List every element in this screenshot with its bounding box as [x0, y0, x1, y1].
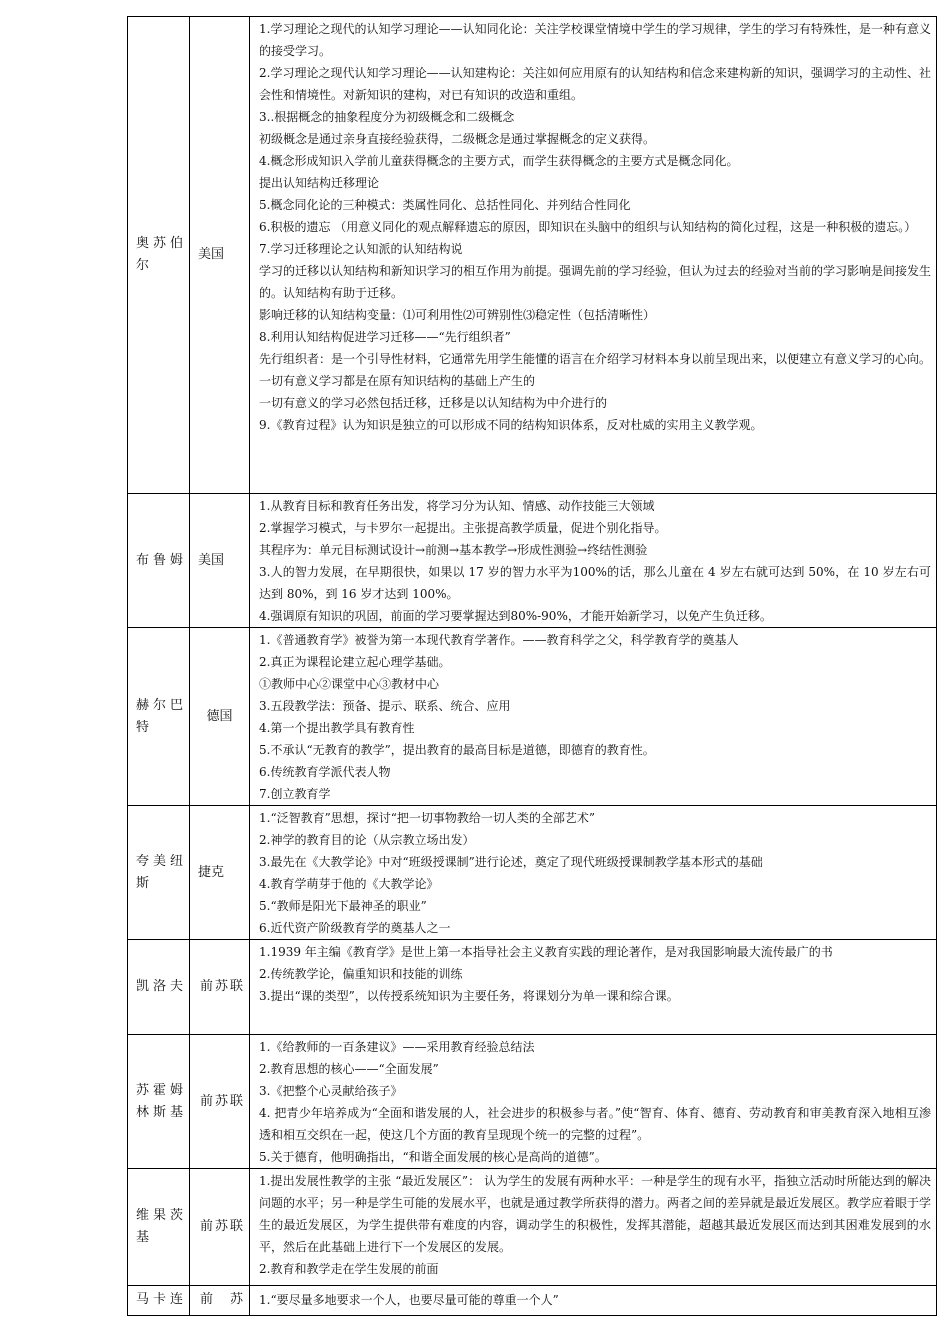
- note-line: 7.学习迁移理论之认知派的认知结构说: [259, 242, 463, 256]
- note-line: 9.《教育过程》认为知识是独立的可以形成不同的结构知识体系，反对杜威的实用主义教学观。: [259, 418, 763, 432]
- note-line: 2.传统教学论，偏重知识和技能的训练: [259, 967, 463, 981]
- note-line: 5.关于德育，他明确指出，“和谐全面发展的核心是高尚的道德”。: [259, 1150, 607, 1164]
- note-line: 2.掌握学习模式，与卡罗尔一起提出。主张提高教学质量，促进个别化指导。: [259, 521, 667, 535]
- educator-country: 美国: [190, 494, 250, 628]
- note-line: 1.1939 年主编《教育学》是世上第一本指导社会主义教育实践的理论著作，是对我国影响最大流传最广的书: [259, 945, 833, 959]
- note-line: 4.教育学萌芽于他的《大教学论》: [259, 877, 439, 891]
- note-line: 2.教育和教学走在学生发展的前面: [259, 1262, 439, 1276]
- note-line: 3.《把整个心灵献给孩子》: [259, 1084, 403, 1098]
- educator-country: 前苏联: [190, 940, 250, 1035]
- note-line: 7.创立教育学: [259, 787, 331, 801]
- note-line: 1.学习理论之现代的认知学习理论——认知同化论：关注学校课堂情境中学生的学习规律，学生的学习有特殊性，是一种有意义的接受学习。: [259, 22, 931, 58]
- note-line: 3.五段教学法：预备、提示、联系、统合、应用: [259, 699, 511, 713]
- educator-notes: [250, 494, 937, 628]
- note-line: 3.最先在《大教学论》中对“班级授课制”进行论述，奠定了现代班级授课制教学基本形式的基础: [259, 855, 763, 869]
- note-line: 1.《普通教育学》被誉为第一本现代教育学著作。——教育科学之父，科学教育学的奠基人: [259, 633, 739, 647]
- educator-name: 维果茨基: [128, 1169, 190, 1286]
- educator-notes: [250, 17, 937, 494]
- table-row: [128, 494, 937, 628]
- note-line: 1.“泛智教育”思想，探讨“把一切事物教给一切人类的全部艺术”: [259, 811, 595, 825]
- note-line: 4.强调原有知识的巩固，前面的学习要掌握达到80%-90%，才能开始新学习，以免产生负迁移。: [259, 609, 772, 623]
- educator-name: 凯洛夫: [128, 940, 190, 1035]
- educator-notes: [250, 1035, 937, 1169]
- educator-name: 夸美纽斯: [128, 806, 190, 940]
- educator-country: 德国: [190, 628, 250, 806]
- note-line: 4. 把青少年培养成为“全面和谐发展的人，社会进步的积极参与者。”使“智育、体育、德育、劳动教育和审美教育深入地相互渗透和相互交织在一起，使这几个方面的教育呈现现个统一的完整的过程”。: [259, 1106, 931, 1142]
- note-line: 一切有意义学习都是在原有知识结构的基础上产生的: [259, 374, 536, 388]
- note-line: 6.积极的遗忘 （用意义同化的观点解释遗忘的原因，即知识在头脑中的组织与认知结构的简化过程，这是一种积极的遗忘。）: [259, 220, 917, 234]
- table-row: [128, 1169, 937, 1286]
- note-line: 4.第一个提出教学具有教育性: [259, 721, 415, 735]
- note-line: 影响迁移的认知结构变量：⑴可利用性⑵可辨别性⑶稳定性（包括清晰性）: [259, 308, 656, 322]
- table-body: [128, 17, 937, 1316]
- note-line: 2.教育思想的核心——“全面发展”: [259, 1062, 439, 1076]
- educator-notes: [250, 806, 937, 940]
- educator-country: 前苏联: [190, 1169, 250, 1286]
- note-line: 5.不承认“无教育的教学”，提出教育的最高目标是道德，即德育的教育性。: [259, 743, 655, 757]
- note-line: 1.提出发展性教学的主张 “最近发展区”： 认为学生的发展有两种水平：一种是学生的现有水平，指独立活动时所能达到的解决问题的水平；另一种是学生可能的发展水平，也就是通过教学所获得的潜力。两者之间的差异就是最近发展区。教学应着眼于学生的最近发展区，为学生提供带有难度的内容，调动学生的积极性，发挥其潜能，超越其最近发展区而达到其困难发展到的水平，然后在此基础上进行下一个发展区的发展。: [259, 1174, 932, 1254]
- note-line: 6.传统教育学派代表人物: [259, 765, 391, 779]
- table-row: [128, 940, 937, 1035]
- note-line: 3..根据概念的抽象程度分为初级概念和二级概念: [259, 110, 515, 124]
- educator-country: 美国: [190, 17, 250, 494]
- educator-country: 捷克: [190, 806, 250, 940]
- note-line: ①教师中心②课堂中心③教材中心: [259, 677, 440, 691]
- note-line: 1.从教育目标和教育任务出发，将学习分为认知、情感、动作技能三大领域: [259, 499, 655, 513]
- educators-table: [127, 16, 937, 1316]
- note-line: 3.提出“课的类型”，以传授系统知识为主要任务，将课划分为单一课和综合课。: [259, 989, 679, 1003]
- educator-country: 前苏: [190, 1286, 250, 1316]
- educator-name: 马卡连: [128, 1286, 190, 1316]
- note-line: 6.近代资产阶级教育学的奠基人之一: [259, 921, 451, 935]
- note-line: 提出认知结构迁移理论: [259, 176, 380, 190]
- note-line: 1.“要尽量多地要求一个人，也要尽量可能的尊重一个人”: [259, 1293, 559, 1307]
- note-line: 8.利用认知结构促进学习迁移——“先行组织者”: [259, 330, 511, 344]
- educator-name: 赫尔巴特: [128, 628, 190, 806]
- note-line: 1.《给教师的一百条建议》——采用教育经验总结法: [259, 1040, 535, 1054]
- table-row: [128, 628, 937, 806]
- educator-name: 奥苏伯尔: [128, 17, 190, 494]
- table-row: [128, 806, 937, 940]
- note-line: 5.概念同化论的三种模式：类属性同化、总括性同化、并列结合性同化: [259, 198, 631, 212]
- note-line: 先行组织者：是一个引导性材料，它通常先用学生能懂的语言在介绍学习材料本身以前呈现出来，以便建立有意义学习的心向。: [259, 352, 932, 366]
- note-line: 2.真正为课程论建立起心理学基础。: [259, 655, 451, 669]
- table-row: [128, 1035, 937, 1169]
- note-line: 其程序为：单元目标测试设计→前测→基本教学→形成性测验→终结性测验: [259, 543, 648, 557]
- note-line: 学习的迁移以认知结构和新知识学习的相互作用为前提。强调先前的学习经验，但认为过去的经验对当前的学习影响是间接发生的。认知结构有助于迁移。: [259, 264, 932, 300]
- note-line: 一切有意义的学习必然包括迁移，迁移是以认知结构为中介进行的: [259, 396, 608, 410]
- educator-name: 苏霍姆林斯基: [128, 1035, 190, 1169]
- educator-notes: [250, 628, 937, 806]
- note-line: 3.人的智力发展，在早期很快，如果以 17 岁的智力水平为100%的话，那么儿童在 4 岁左右就可达到 50%，在 10 岁左右可达到 80%，到 16 岁才达到 100%。: [259, 565, 931, 601]
- note-line: 4.概念形成知识入学前儿童获得概念的主要方式，而学生获得概念的主要方式是概念同化。: [259, 154, 739, 168]
- educator-notes: [250, 940, 937, 1035]
- educator-notes: [250, 1286, 937, 1316]
- educator-notes: [250, 1169, 937, 1286]
- educator-country: 前苏联: [190, 1035, 250, 1169]
- table-row: [128, 17, 937, 494]
- educator-name: 布鲁姆: [128, 494, 190, 628]
- note-line: 2.神学的教育目的论（从宗教立场出发）: [259, 833, 475, 847]
- note-line: 2.学习理论之现代认知学习理论——认知建构论：关注如何应用原有的认知结构和信念来建构新的知识，强调学习的主动性、社会性和情境性。对新知识的建构，对已有知识的改造和重组。: [259, 66, 931, 102]
- table-row: [128, 1286, 937, 1316]
- note-line: 5.“教师是阳光下最神圣的职业”: [259, 899, 427, 913]
- note-line: 初级概念是通过亲身直接经验获得，二级概念是通过掌握概念的定义获得。: [259, 132, 656, 146]
